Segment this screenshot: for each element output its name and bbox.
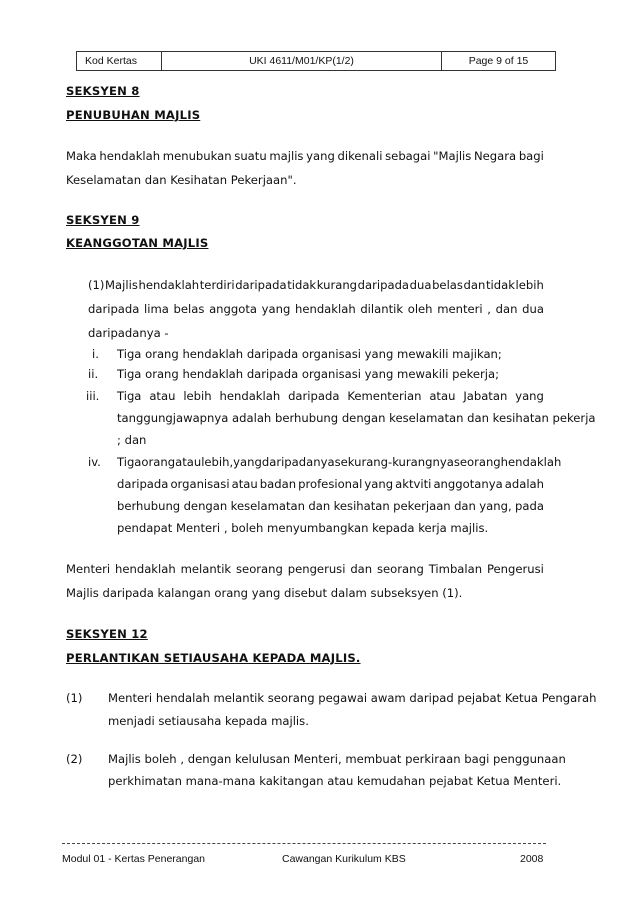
list-item-text: tanggungjawapnya adalah berhubung dengan keselamatan dan kesihatan pekerja	[117, 411, 596, 425]
list-item-text: ; dan	[117, 433, 147, 447]
list-item-number: (1)	[66, 691, 83, 705]
section-8-title: SEKSYEN 8	[66, 84, 140, 98]
list-item-number: iv.	[88, 455, 101, 469]
footer-divider	[62, 843, 546, 844]
list-item-text: Tiga orang atau lebih ,yang daripadanya sekurang-kurangnya seorang hendaklah	[117, 455, 562, 469]
header-page: Page 9 of 15	[468, 55, 529, 67]
list-item-text: Tiga orang hendaklah daripada organisasi yang mewakili pekerja;	[117, 367, 500, 381]
section-9-intro-line-2: daripada lima belas anggota yang hendaklah dilantik oleh menteri , dan dua	[88, 302, 544, 316]
footer-center: Cawangan Kurikulum KBS	[282, 853, 406, 865]
footer-right: 2008	[520, 853, 544, 865]
list-item-text: berhubung dengan keselamatan dan kesihatan pekerjaan dan yang, pada	[117, 499, 544, 513]
section-9-intro-line-3: daripadanya -	[88, 326, 169, 340]
header-code: UKI 4611/M01/KP(1/2)	[162, 52, 442, 70]
section-8-subtitle: PENUBUHAN MAJLIS	[66, 108, 201, 122]
section-9-after-line-1: Menteri hendaklah melantik seorang pengerusi dan seorang Timbalan Pengerusi	[66, 562, 544, 576]
list-item-number: (2)	[66, 752, 83, 766]
list-item-text: Majlis boleh , dengan kelulusan Menteri, membuat perkiraan bagi penggunaan	[108, 752, 566, 766]
section-9-intro-line-1: (1) Majlis hendaklah terdiri daripada tidak kurang daripada dua belas dan tidak lebih	[88, 278, 544, 292]
section-9-title: SEKSYEN 9	[66, 213, 140, 227]
list-item-number: i.	[92, 347, 99, 361]
list-item-text: Menteri hendalah melantik seorang pegawai awam daripad pejabat Ketua Pengarah	[108, 691, 597, 705]
footer-left: Modul 01 - Kertas Penerangan	[62, 853, 206, 865]
list-item-text: perkhimatan mana-mana kakitangan atau kemudahan pejabat Ketua Menteri.	[108, 774, 562, 788]
list-item-text: menjadi setiausaha kepada majlis.	[108, 714, 309, 728]
section-9-after-line-2: Majlis daripada kalangan orang yang disebut dalam subseksyen (1).	[66, 586, 463, 600]
list-item-number: ii.	[88, 367, 99, 381]
header-kod-label: Kod Kertas	[77, 52, 162, 70]
header-table	[76, 51, 556, 71]
section-8-para-line-1: Maka hendaklah menubukan suatu majlis yang dikenali sebagai "Majlis Negara bagi	[66, 149, 544, 163]
list-item-text: daripada organisasi atau badan profesional yang aktviti anggotanya adalah	[117, 477, 544, 491]
section-12-title: SEKSYEN 12	[66, 627, 148, 641]
list-item-number: iii.	[86, 389, 100, 403]
list-item-text: Tiga atau lebih hendaklah daripada Kementerian atau Jabatan yang	[117, 389, 544, 403]
list-item-text: Tiga orang hendaklah daripada organisasi yang mewakili majikan;	[117, 347, 502, 361]
section-12-subtitle: PERLANTIKAN SETIAUSAHA KEPADA MAJLIS.	[66, 651, 361, 665]
list-item-text: pendapat Menteri , boleh menyumbangkan kepada kerja majlis.	[117, 521, 489, 535]
section-9-subtitle: KEANGGOTAN MAJLIS	[66, 236, 209, 250]
section-8-para-line-2: Keselamatan dan Kesihatan Pekerjaan".	[66, 173, 297, 187]
